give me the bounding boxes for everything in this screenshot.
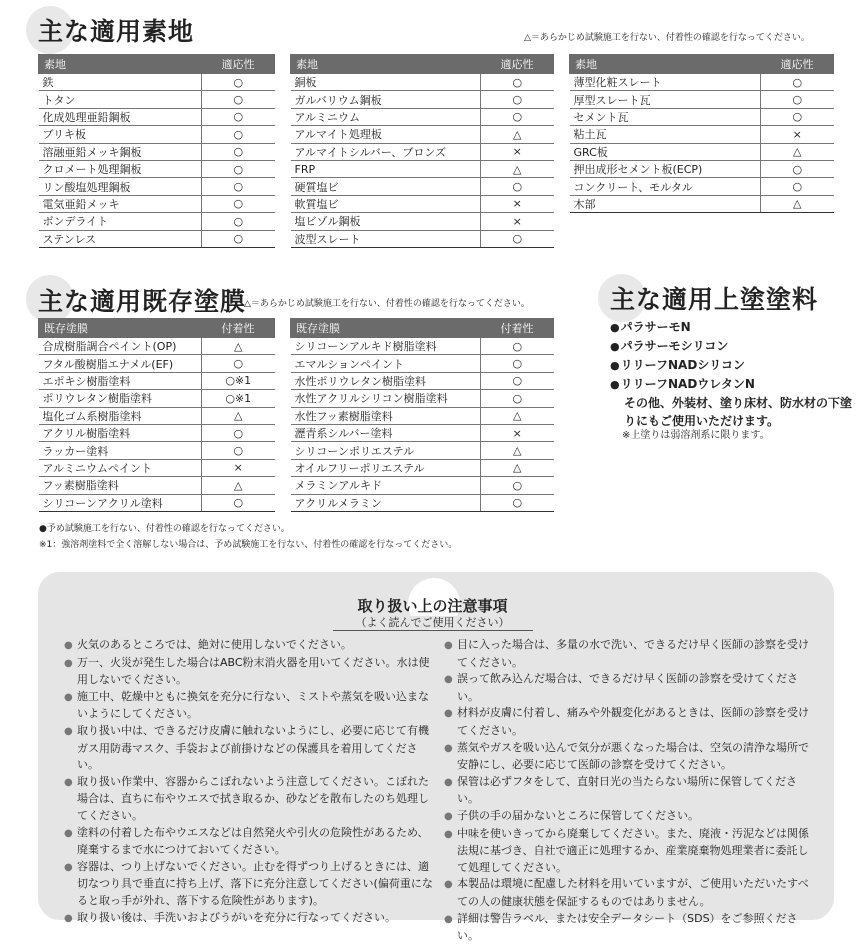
topcoat-list (610, 318, 860, 430)
table-row (291, 372, 554, 389)
table-row (291, 355, 554, 372)
row-rating: ○ (481, 74, 554, 91)
column-header: 付着性 (202, 319, 275, 338)
row-rating: ○ (761, 178, 834, 195)
row-label: ポリウレタン樹脂塗料 (39, 390, 202, 407)
row-label: ステンレス (39, 230, 202, 247)
row-rating: × (761, 126, 834, 143)
table-row (570, 178, 834, 195)
table-row (39, 459, 275, 476)
table-row (291, 424, 554, 441)
table-row (291, 213, 554, 230)
caution-item: ● 目に入った場合は、多量の水で洗い、できるだけ早く医師の診察を受けてください。 (444, 637, 814, 671)
caution-item: ● 塗料の付着した布やウエスなどは自然発火や引火の危険性があるため、廃棄するまで水につけておいてください。 (64, 825, 434, 859)
row-rating: × (481, 195, 554, 212)
caution-item: ● 本製品は環境に配慮した材料を用いていますが、ご使用いただいたすべての人の健康状態を保証するものではありません。 (444, 876, 814, 910)
table-row (291, 338, 554, 355)
caution-item: ● 材料が皮膚に付着し、痛みや外観変化があるときは、医師の診察を受けてください。 (444, 705, 814, 739)
table-row (39, 372, 275, 389)
caution-list-right (444, 637, 814, 945)
caution-title: 取り扱い上の注意事項 (357, 597, 508, 615)
row-rating: △ (202, 477, 275, 494)
caution-item: ● 誤って飲み込んだ場合は、できるだけ早く医師の診察を受けてください。 (444, 671, 814, 705)
row-label: 瀝青系シルバー塗料 (291, 424, 481, 441)
column-header: 既存塗膜 (291, 319, 481, 338)
caution-subtitle: （よく読んでご使用ください） (0, 614, 865, 630)
table-row (39, 407, 275, 424)
row-rating: ○ (202, 143, 275, 160)
row-label: エマルションペイント (291, 355, 481, 372)
table-row (570, 143, 834, 160)
table-row (570, 160, 834, 177)
row-rating: ○※1 (202, 372, 275, 389)
row-rating: ○ (481, 108, 554, 125)
row-rating: ○ (202, 494, 275, 511)
coating-table-1 (38, 318, 275, 512)
column-header: 付着性 (481, 319, 554, 338)
table-row (291, 459, 554, 476)
table-row (39, 442, 275, 459)
footnote-test: ●予め試験施工を行ない、付着性の確認を行なってください。 (39, 524, 290, 534)
row-label: 水性フッ素樹脂塗料 (291, 407, 481, 424)
row-label: コンクリート、モルタル (570, 178, 761, 195)
row-rating: ○ (761, 108, 834, 125)
table-row (291, 143, 554, 160)
row-label: アルマイト処理板 (291, 126, 481, 143)
table-row (291, 108, 554, 125)
row-label: フッ素樹脂塗料 (39, 477, 202, 494)
table-row (291, 390, 554, 407)
caution-item: ● 万一、火災が発生した場合はABC粉末消火器を用いてください。水は使用しないでください。 (64, 655, 434, 689)
row-rating: ○ (761, 74, 834, 91)
caution-item: ● 取り扱い作業中、容器からこぼれないよう注意してください。こぼれた場合は、直ちに布やウエスで拭き取るか、砂などを散布したのち処理してください。 (64, 774, 434, 825)
table-row (291, 126, 554, 143)
column-header: 適応性 (761, 55, 834, 74)
row-rating: △ (761, 195, 834, 212)
table-row (570, 74, 834, 91)
topcoat-item: ● パラサーモシリコン (610, 337, 860, 356)
row-label: ラッカー塗料 (39, 442, 202, 459)
caution-item: ● 子供の手の届かないところに保管してください。 (444, 808, 814, 826)
row-rating: ○ (481, 390, 554, 407)
table-row (291, 494, 554, 511)
row-rating: × (481, 143, 554, 160)
row-rating: ○ (202, 74, 275, 91)
row-rating: ○ (202, 424, 275, 441)
column-header: 素地 (570, 55, 761, 74)
row-rating: ○ (202, 230, 275, 247)
section-title-existing-coatings: 主な適用既存塗膜 (38, 287, 247, 316)
table-row (39, 74, 275, 91)
row-label: フタル酸樹脂エナメル(EF) (39, 355, 202, 372)
table-row (39, 424, 275, 441)
table-row (39, 126, 275, 143)
row-label: エポキシ樹脂塗料 (39, 372, 202, 389)
row-label: 塩ビゾル鋼板 (291, 213, 481, 230)
row-label: 押出成形セメント板(ECP) (570, 160, 761, 177)
row-rating: ○ (202, 91, 275, 108)
row-label: リン酸塩処理鋼板 (39, 178, 202, 195)
row-label: FRP (291, 160, 481, 177)
row-rating: ○ (481, 178, 554, 195)
row-label: 電気亜鉛メッキ (39, 195, 202, 212)
table-row (39, 91, 275, 108)
row-label: 硬質塩ビ (291, 178, 481, 195)
footnote-solvent: ※1：強溶剤塗料で全く溶解しない場合は、予め試験施工を行ない、付着性の確認を行なってください。 (39, 540, 458, 550)
row-rating: ○ (481, 494, 554, 511)
table-row (39, 230, 275, 247)
caution-item: ● 取り扱い中は、できるだけ皮膚に触れないようにし、必要に応じて有機ガス用防毒マスク、手袋および前掛けなどの保護具を着用してください。 (64, 723, 434, 774)
row-rating: ○ (202, 195, 275, 212)
row-label: トタン (39, 91, 202, 108)
row-label: メラミンアルキド (291, 477, 481, 494)
row-label: 粘土瓦 (570, 126, 761, 143)
table-row (570, 195, 834, 212)
row-rating: ○ (761, 160, 834, 177)
table-row (39, 477, 275, 494)
substrate-legend-note: △＝あらかじめ試験施工を行ない、付着性の確認を行なってください。 (524, 33, 810, 43)
coating-legend-note: △＝あらかじめ試験施工を行ない、付着性の確認を行なってください。 (244, 299, 530, 309)
row-label: 波型スレート (291, 230, 481, 247)
row-rating: ○ (761, 91, 834, 108)
row-label: ガルバリウム鋼板 (291, 91, 481, 108)
section-title-substrates: 主な適用素地 (38, 17, 195, 46)
row-rating: ○ (481, 477, 554, 494)
caution-list-left (64, 637, 434, 927)
row-rating: △ (481, 126, 554, 143)
row-rating: ○ (202, 108, 275, 125)
row-label: 合成樹脂調合ペイント(OP) (39, 338, 202, 355)
caution-item: ● 蒸気やガスを吸い込んで気分が悪くなった場合は、空気の清浄な場所で安静にし、必要に応じて医師の診察を受けてください。 (444, 740, 814, 774)
row-rating: ○ (202, 442, 275, 459)
row-rating: △ (481, 442, 554, 459)
table-row (291, 178, 554, 195)
topcoat-description: その他、外装材、塗り床材、防水材の下塗りにもご使用いただけます。 (624, 396, 853, 428)
row-rating: ○ (202, 160, 275, 177)
row-label: 銅板 (291, 74, 481, 91)
row-label: 塩化ゴム系樹脂塗料 (39, 407, 202, 424)
row-rating: ○ (202, 126, 275, 143)
row-label: シリコーンアルキド樹脂塗料 (291, 338, 481, 355)
row-label: シリコーンポリエステル (291, 442, 481, 459)
row-rating: △ (761, 143, 834, 160)
table-row (39, 143, 275, 160)
column-header: 適応性 (481, 55, 554, 74)
row-label: 溶融亜鉛メッキ鋼板 (39, 143, 202, 160)
topcoat-item: ● リリーフNADウレタンN (610, 375, 860, 394)
caution-item: ● 保管は必ずフタをして、直射日光の当たらない場所に保管してください。 (444, 774, 814, 808)
row-rating: △ (481, 459, 554, 476)
row-rating: ○ (481, 230, 554, 247)
column-header: 素地 (291, 55, 481, 74)
table-row (570, 91, 834, 108)
row-label: クロメート処理鋼板 (39, 160, 202, 177)
caution-item: ● 取り扱い後は、手洗いおよびうがいを充分に行なってください。 (64, 910, 434, 928)
row-rating: △ (481, 160, 554, 177)
section-title-topcoats: 主な適用上塗塗料 (610, 285, 819, 314)
table-row (39, 178, 275, 195)
row-label: 化成処理亜鉛鋼板 (39, 108, 202, 125)
row-label: アルミニウム (291, 108, 481, 125)
row-rating: ○※1 (202, 390, 275, 407)
table-row (570, 108, 834, 125)
row-rating: ○ (202, 213, 275, 230)
row-rating: ○ (481, 338, 554, 355)
table-row (291, 477, 554, 494)
substrate-table-2 (290, 54, 554, 248)
topcoat-note: ※上塗りは弱溶剤系に限ります。 (622, 430, 770, 441)
table-row (39, 213, 275, 230)
column-header: 既存塗膜 (39, 319, 202, 338)
row-rating: △ (481, 407, 554, 424)
caution-item: ● 容器は、つり上げないでください。止むを得ずつり上げるときには、適切なつり具で垂直に持ち上げ、落下に充分注意してください(偏荷重になると取っ手が外れ、落下する危険性があります)。 (64, 859, 434, 910)
row-label: アクリルメラミン (291, 494, 481, 511)
table-row (39, 494, 275, 511)
row-label: 水性ポリウレタン樹脂塗料 (291, 372, 481, 389)
row-label: 木部 (570, 195, 761, 212)
table-row (39, 160, 275, 177)
caution-item: ● 中味を使いきってから廃棄してください。また、廃液・汚泥などは関係法規に基づき、自社で適正に処理するか、産業廃棄物処理業者に委託して処理してください。 (444, 826, 814, 877)
row-label: シリコーンアクリル塗料 (39, 494, 202, 511)
table-row (39, 390, 275, 407)
table-row (291, 91, 554, 108)
table-row (570, 126, 834, 143)
column-header: 素地 (39, 55, 202, 74)
table-row (39, 108, 275, 125)
row-label: セメント瓦 (570, 108, 761, 125)
row-rating: ○ (481, 355, 554, 372)
row-rating: △ (202, 407, 275, 424)
table-row (39, 355, 275, 372)
row-label: GRC板 (570, 143, 761, 160)
row-label: ボンデライト (39, 213, 202, 230)
topcoat-item: ● リリーフNADシリコン (610, 356, 860, 375)
column-header: 適応性 (202, 55, 275, 74)
table-row (291, 230, 554, 247)
row-rating: ○ (202, 178, 275, 195)
row-label: 鉄 (39, 74, 202, 91)
row-label: オイルフリーポリエステル (291, 459, 481, 476)
row-label: アルミニウムペイント (39, 459, 202, 476)
table-row (39, 195, 275, 212)
row-rating: △ (202, 338, 275, 355)
row-rating: ○ (481, 91, 554, 108)
table-row (291, 74, 554, 91)
row-rating: ○ (481, 372, 554, 389)
substrate-table-1 (38, 54, 275, 248)
topcoat-item: ● パラサーモN (610, 318, 860, 337)
table-row (39, 338, 275, 355)
row-label: 軟質塩ビ (291, 195, 481, 212)
row-label: 水性アクリルシリコン樹脂塗料 (291, 390, 481, 407)
row-label: ブリキ板 (39, 126, 202, 143)
row-rating: × (202, 459, 275, 476)
caution-item: ● 施工中、乾燥中ともに換気を充分に行ない、ミストや蒸気を吸い込まないようにしてください。 (64, 689, 434, 723)
row-rating: × (481, 424, 554, 441)
row-label: 厚型スレート瓦 (570, 91, 761, 108)
caution-divider (333, 630, 533, 631)
substrate-table-3 (569, 54, 834, 213)
row-rating: × (481, 213, 554, 230)
table-row (291, 195, 554, 212)
caution-item: ● 火気のあるところでは、絶対に使用しないでください。 (64, 637, 434, 655)
row-label: アクリル樹脂塗料 (39, 424, 202, 441)
coating-table-2 (290, 318, 554, 512)
caution-item: ● 詳細は警告ラベル、または安全データシート（SDS）をご参照ください。 (444, 911, 814, 945)
table-row (291, 160, 554, 177)
table-row (291, 407, 554, 424)
table-row (291, 442, 554, 459)
row-label: 薄型化粧スレート (570, 74, 761, 91)
row-rating: ○ (202, 355, 275, 372)
row-label: アルマイトシルバー、ブロンズ (291, 143, 481, 160)
